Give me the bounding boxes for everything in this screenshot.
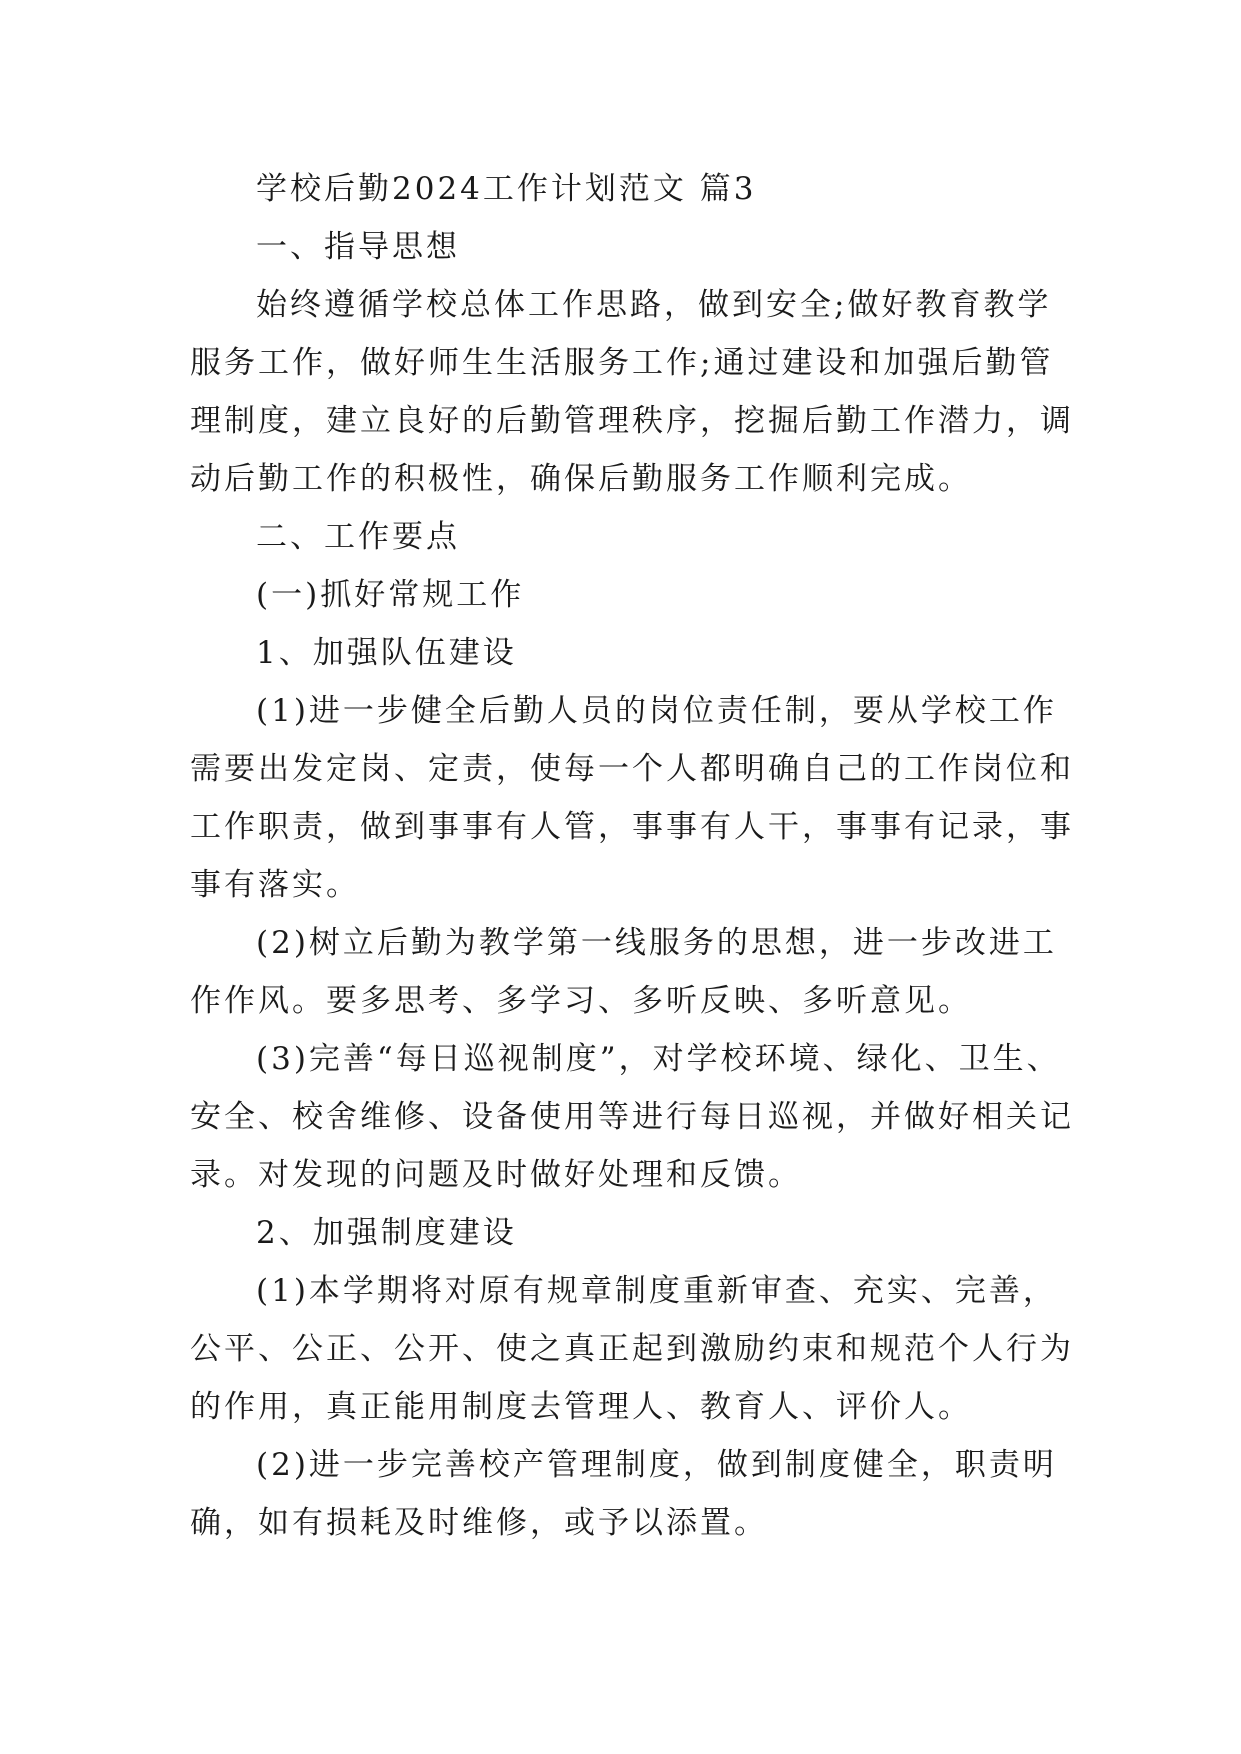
paragraph-line: 安全、校舍维修、设备使用等进行每日巡视，并做好相关记 <box>190 1099 1074 1135</box>
document-title: 学校后勤2024工作计划范文 篇3 <box>256 171 757 207</box>
section-heading: 一、指导思想 <box>256 229 460 265</box>
paragraph-line: (3)完善“每日巡视制度”，对学校环境、绿化、卫生、 <box>256 1041 1061 1077</box>
paragraph-line: 确，如有损耗及时维修，或予以添置。 <box>190 1505 768 1541</box>
paragraph-line: 需要出发定岗、定责，使每一个人都明确自己的工作岗位和 <box>190 751 1074 787</box>
paragraph-line: 事有落实。 <box>190 867 360 903</box>
paragraph-line: 始终遵循学校总体工作思路，做到安全;做好教育教学 <box>256 287 1052 323</box>
paragraph-line: (2)进一步完善校产管理制度，做到制度健全，职责明 <box>256 1447 1057 1483</box>
document-page <box>190 160 1074 1552</box>
paragraph-line: 录。对发现的问题及时做好处理和反馈。 <box>190 1157 802 1193</box>
paragraph-line: 公平、公正、公开、使之真正起到激励约束和规范个人行为 <box>190 1331 1074 1367</box>
paragraph-line: 工作职责，做到事事有人管，事事有人干，事事有记录，事 <box>190 809 1074 845</box>
paragraph-line: (1)进一步健全后勤人员的岗位责任制，要从学校工作 <box>256 693 1057 729</box>
section-heading: 二、工作要点 <box>256 519 460 555</box>
paragraph-line: (2)树立后勤为教学第一线服务的思想，进一步改进工 <box>256 925 1057 961</box>
subsection-heading: (一)抓好常规工作 <box>256 577 525 613</box>
paragraph-line: 的作用，真正能用制度去管理人、教育人、评价人。 <box>190 1389 972 1425</box>
item-heading: 1、加强队伍建设 <box>256 635 517 671</box>
paragraph-line: (1)本学期将对原有规章制度重新审查、充实、完善， <box>256 1273 1057 1309</box>
paragraph-line: 服务工作，做好师生生活服务工作;通过建设和加强后勤管 <box>190 345 1054 381</box>
item-heading: 2、加强制度建设 <box>256 1215 517 1251</box>
paragraph-line: 作作风。要多思考、多学习、多听反映、多听意见。 <box>190 983 972 1019</box>
paragraph-line: 动后勤工作的积极性，确保后勤服务工作顺利完成。 <box>190 461 972 497</box>
paragraph-line: 理制度，建立良好的后勤管理秩序，挖掘后勤工作潜力，调 <box>190 403 1074 439</box>
